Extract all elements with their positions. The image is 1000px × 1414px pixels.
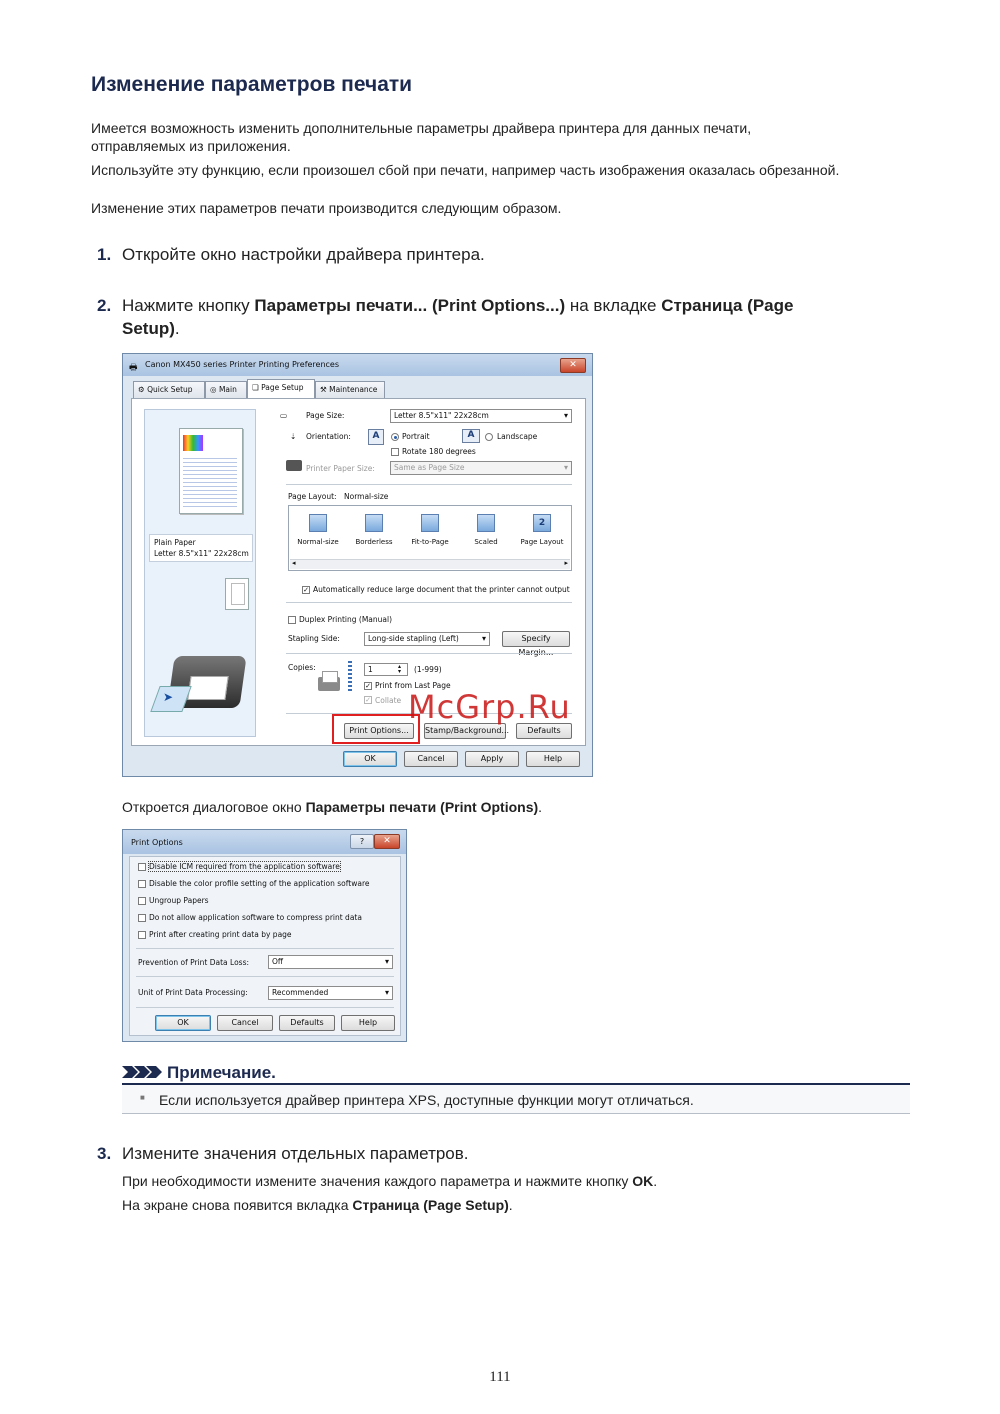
layout-normal-size[interactable]: Normal-size <box>293 514 343 546</box>
page-layout-icon: 2 <box>533 514 551 532</box>
step-1-number: 1. <box>97 245 112 264</box>
copies-icon <box>318 671 344 693</box>
rotate-checkbox[interactable] <box>391 448 399 456</box>
step-3-line-1: При необходимости измените значения каждого параметра и нажмите кнопку OK. <box>122 1173 658 1189</box>
collate-label: Collate <box>375 696 402 705</box>
copies-range: (1-999) <box>414 665 442 674</box>
paper-size-text: Letter 8.5"x11" 22x28cm <box>154 549 249 558</box>
preview-text-lines <box>183 455 237 507</box>
step-3-text: Измените значения отдельных параметров. <box>122 1144 469 1163</box>
page-setup-icon: ❏ <box>252 383 262 392</box>
ungroup-papers-label: Ungroup Papers <box>149 896 209 905</box>
prevention-label: Prevention of Print Data Loss: <box>138 958 249 967</box>
portrait-label: Portrait <box>402 432 430 441</box>
intro-line-1: Имеется возможность изменить дополнительные параметры драйвера принтера для данных печати, <box>91 120 752 136</box>
auto-reduce-label: Automatically reduce large document that the printer cannot output <box>313 585 570 594</box>
copies-spinner-icon[interactable]: ▴ ▾ <box>398 663 402 675</box>
layout-page-layout[interactable]: 2 Page Layout <box>517 514 567 546</box>
print-from-last-label: Print from Last Page <box>375 681 451 690</box>
portrait-radio[interactable] <box>391 433 399 441</box>
layout-scrollbar[interactable] <box>290 559 570 569</box>
print-options-cancel-button[interactable]: Cancel <box>217 1015 273 1031</box>
print-by-page-label: Print after creating print data by page <box>149 930 292 939</box>
print-options-dialog <box>122 829 407 1042</box>
copies-label: Copies: <box>288 663 316 672</box>
ungroup-papers-checkbox[interactable] <box>138 897 146 905</box>
stamp-background-button[interactable]: Stamp/Background... <box>424 723 506 739</box>
note-text: Если используется драйвер принтера XPS, доступные функции могут отличаться. <box>159 1092 694 1108</box>
unit-select[interactable]: Recommended ▾ <box>268 986 393 1000</box>
scroll-right-icon[interactable]: ▸ <box>564 559 568 567</box>
stapling-label: Stapling Side: <box>288 634 340 643</box>
print-options-title: Print Options <box>131 838 183 847</box>
rotate-label: Rotate 180 degrees <box>402 447 476 456</box>
ok-button[interactable]: OK <box>343 751 397 767</box>
defaults-button[interactable]: Defaults <box>516 723 572 739</box>
page-size-select[interactable]: Letter 8.5"x11" 22x28cm ▾ <box>390 409 572 423</box>
disable-icm-checkbox[interactable] <box>138 863 146 871</box>
landscape-label: Landscape <box>497 432 538 441</box>
preview-image-icon <box>183 435 203 451</box>
help-button[interactable]: Help <box>526 751 580 767</box>
divider <box>286 602 572 603</box>
print-options-defaults-button[interactable]: Defaults <box>279 1015 335 1031</box>
intro-paragraph-2: Используйте эту функцию, если произошел сбой при печати, например часть изображения оказалась обрезанной. <box>91 162 840 178</box>
collate-checkbox[interactable]: ✓ <box>365 696 371 704</box>
no-compress-checkbox[interactable] <box>138 914 146 922</box>
divider <box>136 1007 394 1008</box>
print-options-ok-button[interactable]: OK <box>155 1015 211 1031</box>
paper-type-text: Plain Paper <box>154 538 196 547</box>
divider <box>286 484 572 485</box>
print-options-help-button[interactable]: Help <box>341 1015 395 1031</box>
layout-fit-to-page[interactable]: Fit-to-Page <box>405 514 455 546</box>
printer-paper-size-label: Printer Paper Size: <box>306 464 375 473</box>
portrait-icon: A <box>368 429 384 445</box>
divider <box>136 976 394 977</box>
printer-paper-icon <box>286 460 302 471</box>
print-options-close-button[interactable]: ✕ <box>374 834 400 849</box>
divider <box>136 948 394 949</box>
dialog-opens-text: Откроется диалоговое окно Параметры печати (Print Options). <box>122 799 543 815</box>
divider <box>286 653 572 654</box>
disable-color-profile-checkbox[interactable] <box>138 880 146 888</box>
arrow-icon: ➤ <box>163 690 174 704</box>
landscape-icon: A <box>462 429 480 443</box>
borderless-icon <box>365 514 383 532</box>
printer-illustration <box>155 650 245 718</box>
print-options-panel <box>129 856 401 1036</box>
landscape-radio[interactable] <box>485 433 493 441</box>
intro-paragraph-3: Изменение этих параметров печати производится следующим образом. <box>91 200 562 216</box>
fit-to-page-icon <box>421 514 439 532</box>
help-question-button[interactable]: ? <box>350 834 374 849</box>
paper-info-box <box>149 534 253 562</box>
orientation-label: Orientation: <box>306 432 351 441</box>
quick-setup-icon: ⚙ <box>138 385 148 394</box>
page-layout-label: Page Layout: <box>288 492 337 501</box>
cancel-button[interactable]: Cancel <box>404 751 458 767</box>
maintenance-icon: ⚒ <box>320 385 330 394</box>
layout-scaled[interactable]: Scaled <box>461 514 511 546</box>
orientation-icon: ⇣ <box>290 432 297 441</box>
main-icon: ◎ <box>210 385 219 394</box>
apply-button[interactable]: Apply <box>465 751 519 767</box>
no-compress-label: Do not allow application software to compress print data <box>149 913 362 922</box>
page-preview <box>179 428 243 514</box>
step-3-line-2: На экране снова появится вкладка Страница (Page Setup). <box>122 1197 513 1213</box>
tab-quick-setup[interactable]: ⚙ Quick Setup <box>133 381 205 398</box>
print-by-page-checkbox[interactable] <box>138 931 146 939</box>
disable-color-profile-label: Disable the color profile setting of the application software <box>149 879 370 888</box>
printer-icon: 🖶 <box>129 363 138 373</box>
duplex-checkbox[interactable] <box>288 616 296 624</box>
note-arrows-icon <box>122 1064 162 1080</box>
disable-icm-label: Disable ICM required from the application software <box>149 862 340 871</box>
scaled-icon <box>477 514 495 532</box>
note-title: Примечание. <box>167 1063 276 1082</box>
intro-paragraph-1 <box>91 119 751 155</box>
print-from-last-checkbox[interactable]: ✓ <box>365 682 371 690</box>
watermark: McGrp.Ru <box>408 688 571 726</box>
close-button[interactable]: ✕ <box>560 358 586 373</box>
prevention-select[interactable]: Off ▾ <box>268 955 393 969</box>
copies-order-icon <box>348 661 352 691</box>
layout-borderless[interactable]: Borderless <box>349 514 399 546</box>
print-options-highlight <box>332 714 420 744</box>
specify-margin-button[interactable]: Specify <box>502 631 570 647</box>
page-layout-value: Normal-size <box>344 492 389 501</box>
normal-size-icon <box>309 514 327 532</box>
tab-page-setup[interactable]: ❏ Page Setup <box>247 379 315 399</box>
page-size-label: Page Size: <box>306 411 345 420</box>
page-number: 111 <box>489 1369 511 1385</box>
print-options-button[interactable]: Print Options... <box>344 723 414 739</box>
step-1-text: Откройте окно настройки драйвера принтера. <box>122 245 485 264</box>
printer-paper-size-select[interactable]: Same as Page Size ▾ <box>390 461 572 475</box>
step-3-number: 3. <box>97 1144 112 1163</box>
step-2-text: Нажмите кнопку Параметры печати... (Print Options...) на вкладке Страница (Page Setup). <box>122 296 794 338</box>
page-layout-list <box>288 505 572 571</box>
duplex-label: Duplex Printing (Manual) <box>299 615 393 624</box>
note-box <box>122 1085 910 1114</box>
small-page-icon <box>225 578 249 610</box>
unit-label: Unit of Print Data Processing: <box>138 988 248 997</box>
stapling-select[interactable]: Long-side stapling (Left) ▾ <box>364 632 490 646</box>
auto-reduce-checkbox[interactable]: ✓ <box>303 586 309 594</box>
note-bullet: ■ <box>140 1093 145 1102</box>
copies-input[interactable]: 1 <box>364 663 408 676</box>
tab-maintenance[interactable]: ⚒ Maintenance <box>315 381 385 398</box>
dialog-title: Canon MX450 series Printer Printing Preferences <box>145 360 340 369</box>
page-title: Изменение параметров печати <box>91 73 413 96</box>
tab-main[interactable]: ◎ Main <box>205 381 247 398</box>
scroll-left-icon[interactable]: ◂ <box>292 559 296 567</box>
step-2-number: 2. <box>97 296 112 315</box>
preview-pane <box>144 409 256 737</box>
dialog-titlebar <box>123 354 592 376</box>
page-size-icon: ▭ <box>280 411 288 420</box>
print-options-titlebar <box>123 830 406 854</box>
intro-line-2: отправляемых из приложения. <box>91 138 291 154</box>
